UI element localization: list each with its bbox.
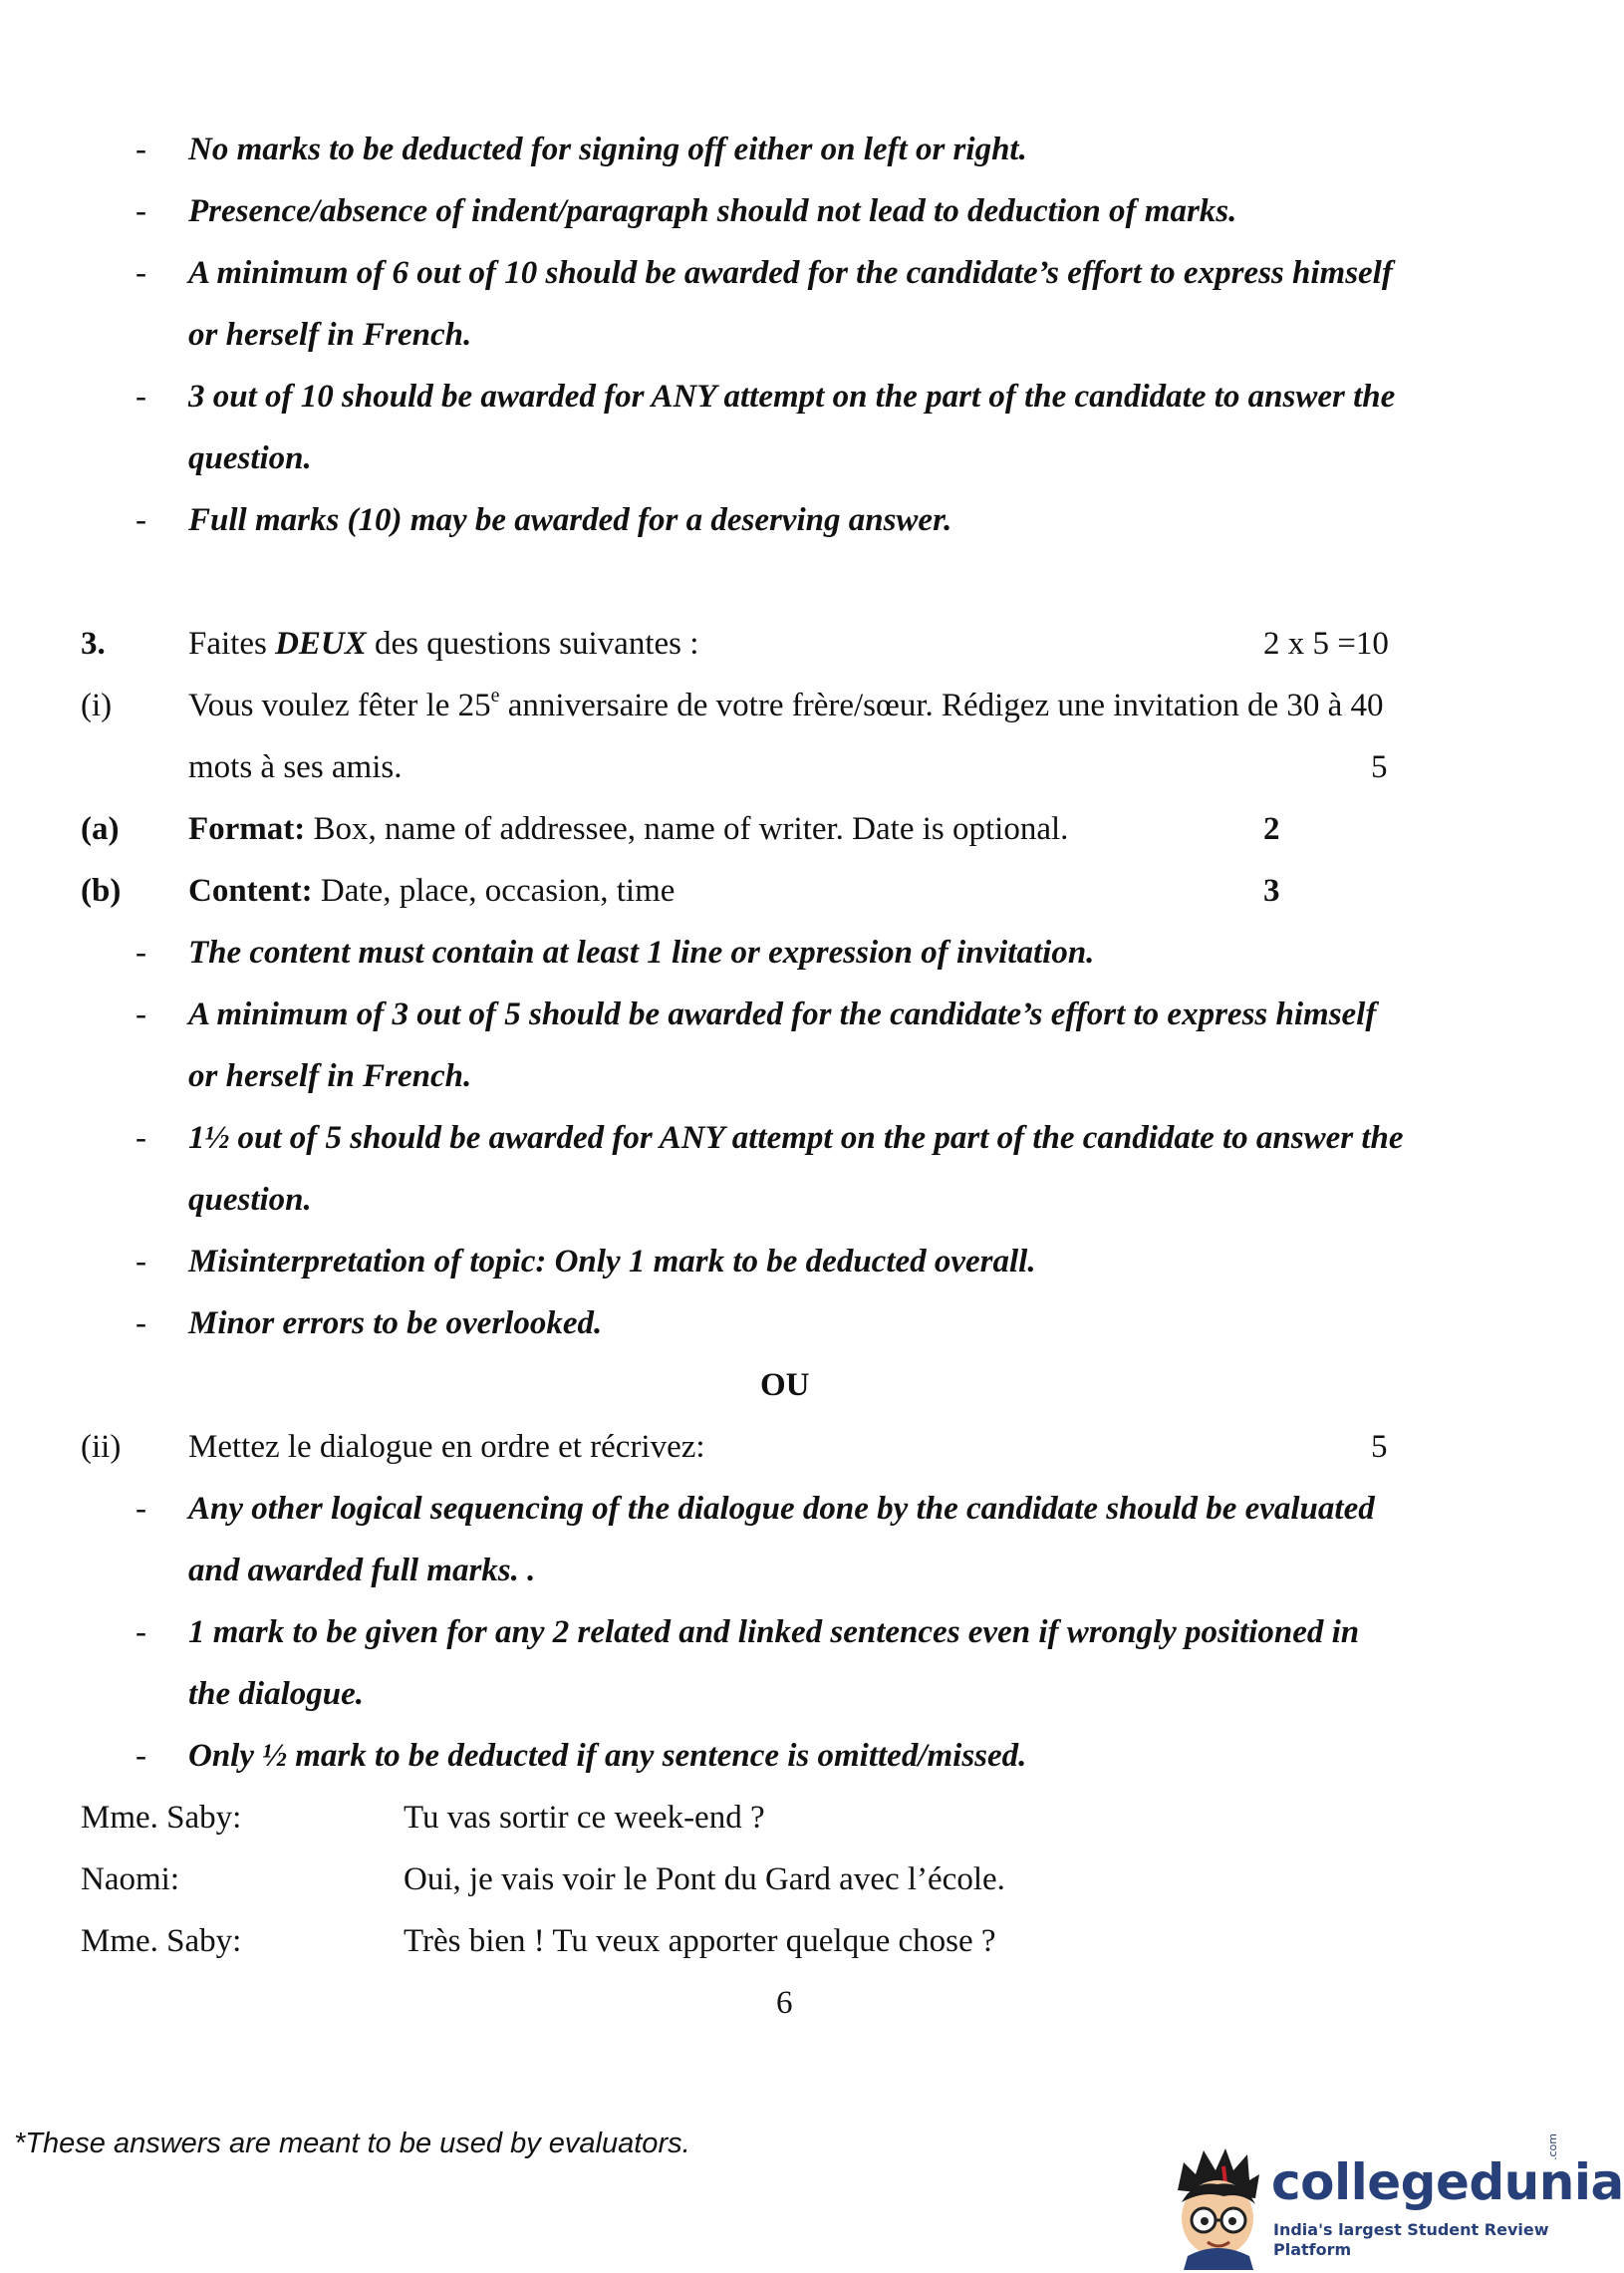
bullet-dash: - [135, 996, 146, 1032]
dialogue-line: Oui, je vais voir le Pont du Gard avec l’école. [404, 1861, 1005, 1897]
bullet-text: Presence/absence of indent/paragraph should not lead to deduction of marks. [188, 193, 1237, 229]
bullet-text: A minimum of 3 out of 5 should be awarded for the candidate’s effort to express himself [188, 996, 1377, 1032]
criterion-label: (b) [81, 873, 122, 909]
logo-tagline: India's largest Student Review Platform [1273, 2220, 1549, 2259]
question-marks: 2 x 5 =10 [1263, 626, 1389, 662]
bullet-dash: - [135, 1120, 146, 1156]
bullet-dash: - [135, 132, 146, 167]
bullet-text-continued: question. [188, 440, 312, 476]
bullet-text: Only ½ mark to be deducted if any sentence is omitted/missed. [188, 1738, 1027, 1774]
bullet-dash: - [135, 379, 146, 415]
dialogue-speaker: Mme. Saby: [81, 1800, 242, 1836]
question-heading: Faites DEUX des questions suivantes : [188, 626, 699, 662]
subquestion-text-continued: mots à ses amis. [188, 749, 403, 785]
dialogue-speaker: Mme. Saby: [81, 1923, 242, 1959]
bullet-text-continued: or herself in French. [188, 1058, 472, 1094]
bullet-dash: - [135, 502, 146, 538]
subquestion-text: Mettez le dialogue en ordre et récrivez: [188, 1429, 705, 1465]
criterion-marks: 3 [1263, 873, 1280, 909]
bullet-text: Full marks (10) may be awarded for a deserving answer. [188, 502, 952, 538]
bullet-dash: - [135, 1305, 146, 1341]
evaluator-footnote: *These answers are meant to be used by evaluators. [14, 2128, 690, 2159]
criterion-format: Format: Box, name of addressee, name of writer. Date is optional. [188, 811, 1069, 847]
dialogue-speaker: Naomi: [81, 1861, 179, 1897]
question-number: 3. [81, 626, 106, 662]
bullet-text-continued: the dialogue. [188, 1676, 365, 1712]
bullet-text-continued: or herself in French. [188, 317, 472, 353]
bullet-text: 3 out of 10 should be awarded for ANY attempt on the part of the candidate to answer the [188, 379, 1396, 415]
bullet-dash: - [135, 193, 146, 229]
bullet-text-continued: question. [188, 1182, 312, 1218]
bullet-text: Minor errors to be overlooked. [188, 1305, 603, 1341]
bullet-text: Misinterpretation of topic: Only 1 mark to be deducted overall. [188, 1244, 1036, 1279]
collegedunia-logo[interactable] [1164, 2133, 1624, 2270]
bullet-dash: - [135, 1738, 146, 1774]
page-number: 6 [776, 1985, 793, 2021]
subquestion-marks: 5 [1371, 1429, 1388, 1465]
subquestion-marks: 5 [1371, 749, 1388, 785]
dialogue-line: Tu vas sortir ce week-end ? [404, 1800, 765, 1836]
logo-domain: .com [1546, 2133, 1559, 2160]
bullet-dash: - [135, 1614, 146, 1650]
bullet-text: 1 mark to be given for any 2 related and linked sentences even if wrongly positioned in [188, 1614, 1360, 1650]
bullet-dash: - [135, 935, 146, 971]
bullet-text: A minimum of 6 out of 10 should be awarded for the candidate’s effort to express himself [188, 255, 1393, 291]
criterion-marks: 2 [1263, 811, 1280, 847]
bullet-dash: - [135, 1491, 146, 1527]
bullet-text-continued: and awarded full marks. . [188, 1553, 536, 1588]
subquestion-text: Vous voulez fêter le 25e anniversaire de votre frère/sœur. Rédigez une invitation de 30 à 40 [188, 685, 1384, 723]
bullet-text: No marks to be deducted for signing off either on left or right. [188, 132, 1027, 167]
criterion-content: Content: Date, place, occasion, time [188, 873, 676, 909]
bullet-dash: - [135, 1244, 146, 1279]
mascot-icon [1164, 2140, 1271, 2270]
logo-wordmark: collegedunia [1271, 2153, 1624, 2211]
bullet-text: Any other logical sequencing of the dialogue done by the candidate should be evaluated [188, 1491, 1375, 1527]
dialogue-line: Très bien ! Tu veux apporter quelque chose ? [404, 1923, 996, 1959]
subquestion-label: (ii) [81, 1429, 122, 1465]
or-divider: OU [760, 1367, 810, 1403]
bullet-text: The content must contain at least 1 line or expression of invitation. [188, 935, 1095, 971]
subquestion-label: (i) [81, 688, 113, 723]
bullet-dash: - [135, 255, 146, 291]
question-emphasis: DEUX [275, 626, 367, 662]
bullet-text: 1½ out of 5 should be awarded for ANY attempt on the part of the candidate to answer the [188, 1120, 1404, 1156]
criterion-label: (a) [81, 811, 120, 847]
